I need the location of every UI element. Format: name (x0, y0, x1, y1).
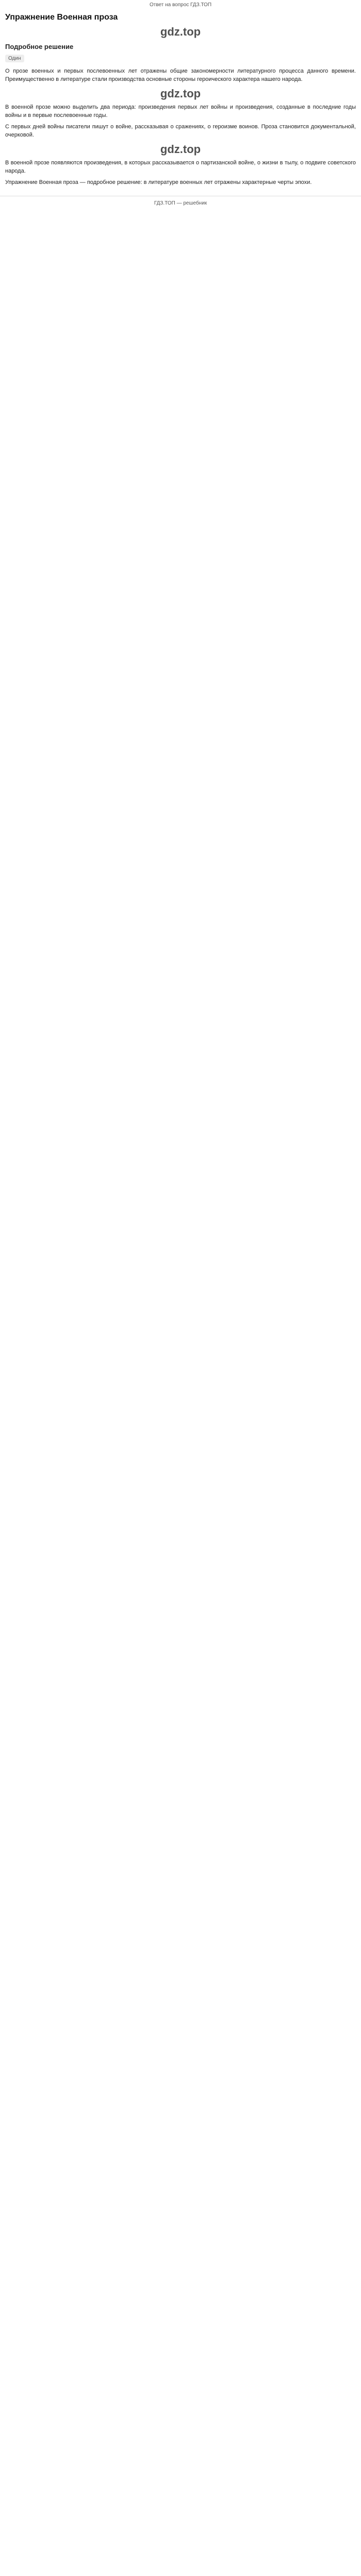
paragraph-1: О прозе военных и первых послевоенных лет отражены общие закономерности литературного процесса данного времени. Преимущественно в литературе стали производства основные стороны героического характера нашего народа. (5, 68, 356, 82)
page-title: Упражнение Военная проза (5, 13, 118, 22)
solution-heading: Подробное решение (5, 43, 74, 50)
top-notice: Ответ на вопрос ГДЗ.ТОП (149, 2, 212, 8)
watermark-logo: gdz.top (160, 87, 201, 100)
watermark-logo: gdz.top (160, 25, 201, 38)
paragraph-2: В военной прозе можно выделить два периода: произведения первых лет войны и произведения, созданные в последние годы войны и в первые послевоенные годы. (5, 104, 356, 118)
paragraph-5: Упражнение Военная проза — подробное решение: в литературе военных лет отражены характерные черты эпохи. (5, 179, 312, 185)
paragraph-4: В военной прозе появляются произведения, в которых рассказывается о партизанской войне, о жизни в тылу, о подвиге советского народа. (5, 159, 356, 174)
main-content (0, 13, 361, 187)
watermark-logo: gdz.top (160, 142, 201, 156)
paragraph-3: С первых дней войны писатели пишут о войне, рассказывая о сражениях, о героизме воинов. Проза становится документальной, очерковой. (5, 123, 356, 138)
bottom-notice: ГДЗ.ТОП — решебник (0, 196, 361, 210)
answer-badge[interactable]: Один (5, 55, 24, 62)
